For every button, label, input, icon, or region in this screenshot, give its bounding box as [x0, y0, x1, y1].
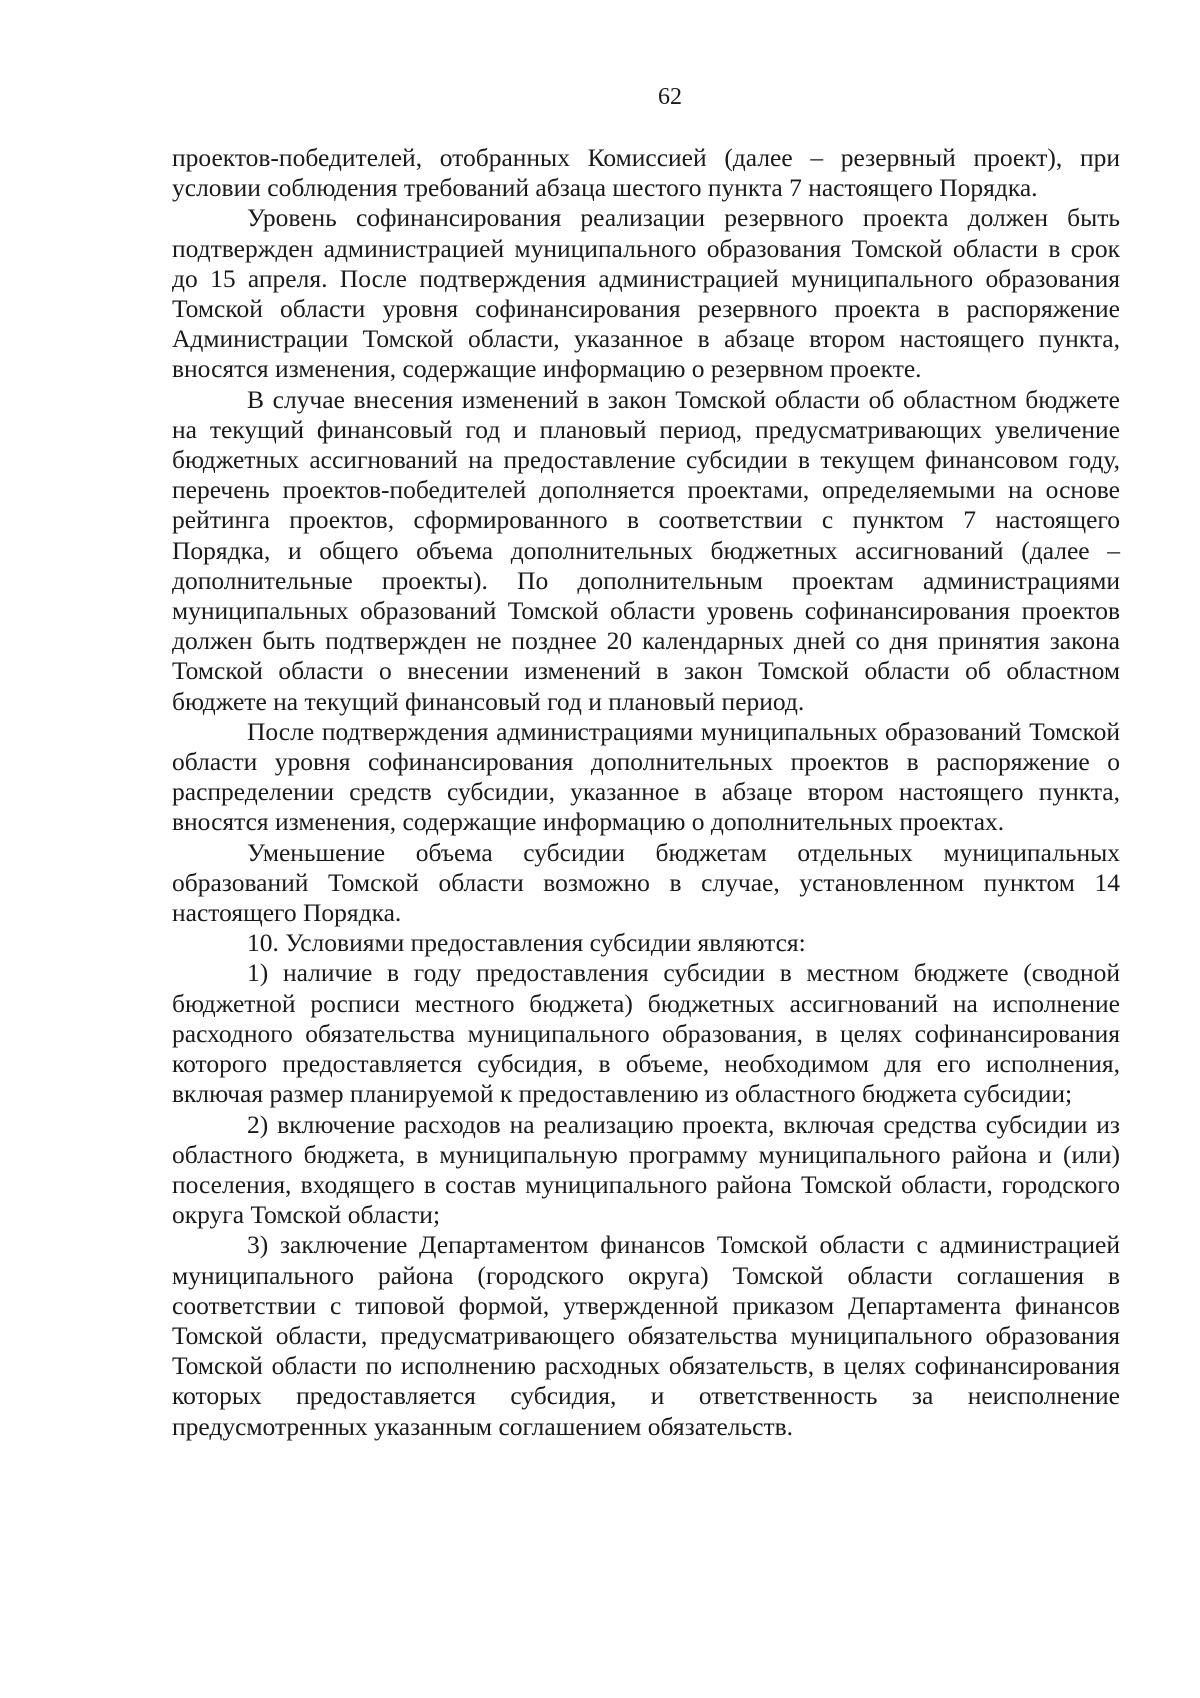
document-body [172, 143, 1120, 1442]
paragraph-conditions-heading: 10. Условиями предоставления субсидии являются: [247, 928, 806, 958]
paragraph-reserve-cofinancing: Уровень софинансирования реализации резервного проекта должен быть подтвержден администрацией муниципального образования Томской области в срок до 15 апреля. После подтверждения администрацией муниципального образования Томской области уровня софинансирования резервного проекта в распоряжение Администрации Томской области, указанное в абзаце втором настоящего пункта, вносятся изменения, содержащие информацию о резервном проекте. [172, 203, 1120, 384]
page-number: 62 [658, 84, 682, 110]
paragraph-condition-1: 1) наличие в году предоставления субсидии в местном бюджете (сводной бюджетной росписи местного бюджета) бюджетных ассигнований на исполнение расходного обязательства муниципального образования, в целях софинансирования которого предоставляется субсидия, в объеме, необходимом для его исполнения, включая размер планируемой к предоставлению из областного бюджета субсидии; [172, 958, 1120, 1109]
paragraph-additional-projects: После подтверждения администрациями муниципальных образований Томской области уровня софинансирования дополнительных проектов в распоряжение о распределении средств субсидии, указанное в абзаце втором настоящего пункта, вносятся изменения, содержащие информацию о дополнительных проектах. [172, 716, 1120, 837]
paragraph-subsidy-reduction: Уменьшение объема субсидии бюджетам отдельных муниципальных образований Томской области возможно в случае, установленном пунктом 14 настоящего Порядка. [172, 837, 1120, 928]
paragraph-continuation: проектов-победителей, отобранных Комиссией (далее – резервный проект), при условии соблюдения требований абзаца шестого пункта 7 настоящего Порядка. [172, 143, 1120, 203]
paragraph-budget-changes: В случае внесения изменений в закон Томской области об областном бюджете на текущий финансовый год и плановый период, предусматривающих увеличение бюджетных ассигнований на предоставление субсидии в текущем финансовом году, перечень проектов-победителей дополняется проектами, определяемыми на основе рейтинга проектов, сформированного в соответствии с пунктом 7 настоящего Порядка, и общего объема дополнительных бюджетных ассигнований (далее – дополнительные проекты). По дополнительным проектам администрациями муниципальных образований Томской области уровень софинансирования проектов должен быть подтвержден не позднее 20 календарных дней со дня принятия закона Томской области о внесении изменений в закон Томской области об областном бюджете на текущий финансовый год и плановый период. [172, 384, 1120, 716]
paragraph-condition-3: 3) заключение Департаментом финансов Томской области с администрацией муниципального района (городского округа) Томской области соглашения в соответствии с типовой формой, утвержденной приказом Департамента финансов Томской области, предусматривающего обязательства муниципального образования Томской области по исполнению расходных обязательств, в целях софинансирования которых предоставляется субсидия, и ответственность за неисполнение предусмотренных указанным соглашением обязательств. [172, 1230, 1120, 1441]
paragraph-condition-2: 2) включение расходов на реализацию проекта, включая средства субсидии из областного бюджета, в муниципальную программу муниципального района и (или) поселения, входящего в состав муниципального района Томской области, городского округа Томской области; [172, 1109, 1120, 1230]
